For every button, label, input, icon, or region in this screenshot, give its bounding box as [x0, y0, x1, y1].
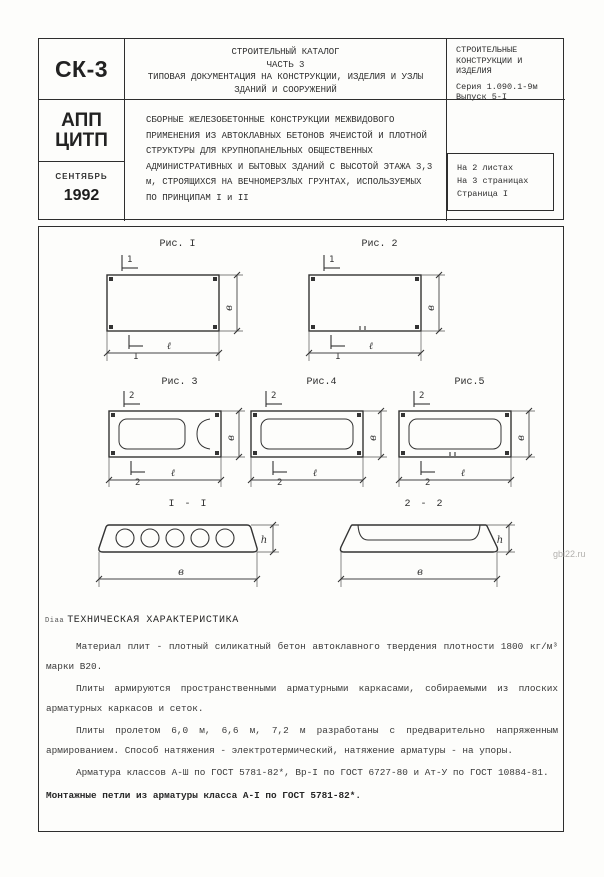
catalog-title-line1: СТРОИТЕЛЬНЫЙ КАТАЛОГ: [231, 47, 340, 57]
svg-text:ℓ: ℓ: [170, 468, 176, 479]
catalog-title-line3: ТИПОВАЯ ДОКУМЕНТАЦИЯ НА КОНСТРУКЦИИ, ИЗДЕЛИЯ И УЗЛЫ: [147, 72, 424, 82]
section-1-1-drawing: [91, 511, 286, 603]
description-cell: [125, 100, 447, 221]
figure-2-drawing: [297, 251, 462, 369]
section-cut-mark-bottom: [273, 461, 287, 488]
svg-text:h: h: [496, 535, 504, 546]
svg-text:в: в: [226, 435, 237, 441]
drawing-sheet-frame: [38, 226, 564, 832]
figure-3: [97, 377, 262, 497]
tech-paragraph-3: Плиты пролетом 6,0 м, 6,6 м, 7,2 м разработаны с предварительно напряженным армированием. Способ натяжения - электротермический, натяжение арматуры - на упоры.: [46, 725, 558, 756]
page-number: Страница I: [457, 189, 509, 199]
catalog-code-cell: [39, 39, 125, 100]
edge-notch-mark: [450, 452, 455, 456]
recess-outline: [409, 419, 501, 449]
section-2-2-label: 2 - 2: [404, 499, 445, 510]
agency-line1: АПП: [61, 109, 102, 131]
section-1-1: [91, 499, 286, 603]
section-cut-mark-bottom: [421, 461, 435, 488]
issue-label: Выпуск 5-I: [456, 92, 508, 102]
sheets-box: [447, 153, 554, 211]
panel-outline: [251, 411, 363, 457]
figure-1-drawing: [95, 251, 260, 369]
width-dimension: [338, 552, 500, 587]
recess-line: [358, 525, 480, 540]
tech-heading-prefix: Diaa: [45, 617, 65, 625]
section-2-2: [327, 499, 522, 603]
svg-text:в: в: [224, 305, 235, 311]
svg-text:2: 2: [271, 391, 277, 401]
svg-text:2: 2: [277, 478, 283, 488]
section-1-1-label: I - I: [168, 499, 209, 510]
length-dimension: [396, 457, 514, 487]
svg-text:2: 2: [419, 391, 425, 401]
section-cut-mark-top: [414, 391, 430, 407]
end-channel-outline: [197, 419, 210, 449]
width-dimension: [511, 408, 535, 460]
svg-text:ℓ: ℓ: [368, 341, 374, 352]
length-dimension: [106, 457, 224, 487]
svg-text:h: h: [260, 535, 268, 546]
classification-line2: КОНСТРУКЦИИ И: [456, 55, 523, 66]
figure-5-label: Рис.5: [454, 377, 485, 388]
svg-text:ℓ: ℓ: [166, 341, 172, 352]
svg-text:в: в: [516, 435, 527, 441]
figure-2-label: Рис. 2: [361, 239, 398, 250]
agency-line2: ЦИТП: [55, 129, 108, 151]
section-cut-mark-top: [122, 255, 138, 271]
catalog-title-line2: ЧАСТЬ 3: [266, 59, 305, 70]
section-cut-mark-top: [124, 391, 140, 407]
height-dimension: [251, 522, 279, 555]
pages-count: На 3 страницах: [457, 176, 529, 186]
section-cut-mark-bottom: [129, 335, 143, 362]
figure-4-drawing: [239, 389, 404, 497]
section-cut-mark-bottom: [131, 461, 145, 488]
svg-text:ℓ: ℓ: [312, 468, 318, 479]
tech-paragraph-5: Монтажные петли из арматуры класса А-I по ГОСТ 5781-82*.: [46, 789, 362, 801]
section-2-2-drawing: [327, 511, 522, 603]
recess-outline: [261, 419, 353, 449]
section-cut-mark-bottom: [331, 335, 345, 362]
svg-text:2: 2: [425, 478, 431, 488]
width-dimension: [219, 272, 243, 334]
lifting-loop-marks: [109, 277, 217, 329]
svg-text:1: 1: [127, 255, 133, 265]
site-watermark: gbi22.ru: [553, 549, 586, 559]
section-cut-mark-top: [324, 255, 340, 271]
tech-paragraph-2: Плиты армируются пространственными арматурными каркасами, собираемыми из плоских арматурных каркасов и сеток.: [46, 683, 558, 714]
length-dimension: [306, 331, 424, 361]
series-label: Серия 1.090.1-9м: [456, 81, 538, 92]
svg-text:2: 2: [135, 478, 141, 488]
svg-text:в: в: [417, 567, 423, 578]
panel-outline: [109, 411, 221, 457]
figure-1: [95, 239, 260, 369]
tech-paragraph-4: Арматура классов А-Ш по ГОСТ 5781-82*, Вр-I по ГОСТ 6727-80 и Ат-У по ГОСТ 10884-81.: [76, 767, 549, 778]
svg-text:1: 1: [335, 352, 341, 362]
edge-notch-mark: [360, 326, 365, 330]
width-dimension: [363, 408, 387, 460]
width-dimension: [421, 272, 445, 334]
figure-1-label: Рис. I: [159, 239, 196, 250]
height-dimension: [487, 522, 515, 555]
recess-outline: [119, 419, 185, 449]
figure-5-drawing: [387, 389, 552, 497]
description-text: СБОРНЫЕ ЖЕЛЕЗОБЕТОННЫЕ КОНСТРУКЦИИ МЕЖВИДОВОГО ПРИМЕНЕНИЯ ИЗ АВТОКЛАВНЫХ БЕТОНОВ ЯЧЕИСТОЙ И ПЛОТНОЙ СТРУКТУРЫ ДЛЯ КРУПНОПАНЕЛЬНЫХ ОБЩЕСТВЕННЫХ АДМИНИСТРАТИВНЫХ И БЫТОВЫХ ЗДАНИЙ С ВЫСОТОЙ ЭТАЖА 3,3 м, СТРОЯЩИХСЯ НА ВЕЧНОМЕРЗЛЫХ ГРУНТАХ, ИСПОЛЬЗУЕМЫХ ПО ПРИНЦИПАМ I и II: [146, 115, 433, 203]
header-table: [38, 38, 564, 220]
figure-4: [239, 377, 404, 497]
figure-5: [387, 377, 552, 497]
svg-text:1: 1: [329, 255, 335, 265]
section-cut-mark-top: [266, 391, 282, 407]
hollow-cores: [116, 529, 234, 547]
figure-4-label: Рис.4: [306, 377, 337, 388]
year-label: 1992: [63, 187, 100, 204]
agency-cell: [39, 100, 125, 162]
tech-heading-text: ТЕХНИЧЕСКАЯ ХАРАКТЕРИСТИКА: [67, 615, 239, 626]
tech-paragraphs: [46, 637, 558, 808]
slab-outline: [309, 275, 421, 331]
classification-cell: [447, 39, 565, 100]
date-cell: [39, 162, 125, 221]
svg-text:в: в: [426, 305, 437, 311]
svg-text:ℓ: ℓ: [460, 468, 466, 479]
catalog-title-cell: [125, 39, 447, 100]
svg-text:2: 2: [129, 391, 135, 401]
length-dimension: [104, 331, 222, 361]
svg-text:1: 1: [133, 352, 139, 362]
sheets-count: На 2 листах: [457, 163, 514, 173]
classification-line1: СТРОИТЕЛЬНЫЕ: [456, 45, 518, 55]
svg-text:в: в: [178, 567, 184, 578]
length-dimension: [248, 457, 366, 487]
svg-text:в: в: [368, 435, 379, 441]
tech-paragraph-1: Материал плит - плотный силикатный бетон автоклавного твердения плотности 1800 кг/м³ марки В20.: [46, 641, 558, 672]
lifting-loop-marks: [311, 277, 419, 329]
catalog-title-line4: ЗДАНИЙ И СООРУЖЕНИЙ: [234, 84, 337, 95]
catalog-code: СК-3: [54, 55, 109, 82]
panel-outline: [399, 411, 511, 457]
month-label: СЕНТЯБРЬ: [55, 172, 108, 181]
width-dimension: [96, 552, 260, 587]
figure-2: [297, 239, 462, 369]
tech-heading: [45, 615, 239, 626]
classification-line3: ИЗДЕЛИЯ: [456, 66, 492, 76]
figure-3-drawing: [97, 389, 262, 497]
slab-outline: [107, 275, 219, 331]
figure-3-label: Рис. 3: [161, 377, 198, 388]
